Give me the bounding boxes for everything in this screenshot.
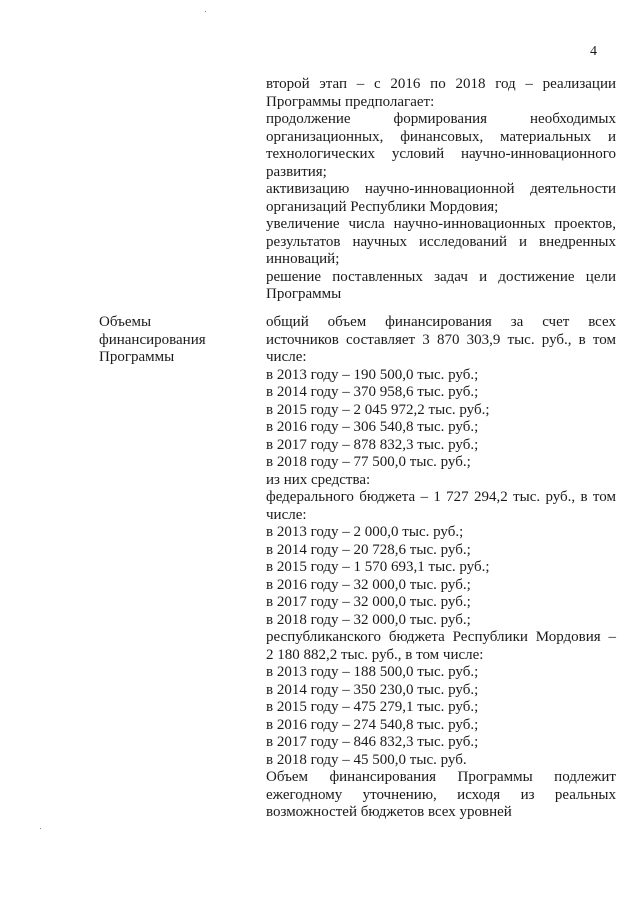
- text-line: результатов научных исследований и внедренных: [266, 233, 616, 250]
- text-line: в 2014 году – 350 230,0 тыс. руб.;: [266, 681, 479, 698]
- text-line: организаций Республики Мордовия;: [266, 198, 499, 215]
- text-line: числе:: [266, 506, 307, 523]
- text-line: инноваций;: [266, 251, 340, 267]
- text-line: решение поставленных задач и достижение цели: [266, 268, 616, 285]
- text-line: технологических условий научно-инновационного: [266, 146, 616, 162]
- text-line: в 2015 году – 2 045 972,2 тыс. руб.;: [266, 401, 490, 418]
- text-line: в 2016 году – 274 540,8 тыс. руб.;: [266, 716, 479, 733]
- text-line: в 2018 году – 32 000,0 тыс. руб.;: [266, 611, 471, 628]
- text-line: в 2013 году – 2 000,0 тыс. руб.;: [266, 524, 464, 540]
- text-line: в 2017 году – 846 832,3 тыс. руб.;: [266, 734, 479, 750]
- text-line: организационных, финансовых, материальных и: [266, 128, 616, 145]
- text-line: в 2016 году – 32 000,0 тыс. руб.;: [266, 576, 471, 593]
- label-line: финансирования: [99, 331, 206, 348]
- stage-two-description: [266, 76, 616, 304]
- text-line: Программы: [266, 286, 342, 302]
- text-line: в 2013 году – 190 500,0 тыс. руб.;: [266, 366, 479, 383]
- text-line: в 2014 году – 370 958,6 тыс. руб.;: [266, 384, 479, 400]
- financing-label: [99, 314, 249, 367]
- text-line: в 2014 году – 20 728,6 тыс. руб.;: [266, 541, 471, 558]
- text-line: республиканского бюджета Республики Мордовия –: [266, 629, 616, 645]
- text-line: федерального бюджета – 1 727 294,2 тыс. руб., в том: [266, 489, 616, 505]
- text-line: возможностей бюджетов всех уровней: [266, 804, 512, 820]
- text-line: общий объем финансирования за счет всех: [266, 314, 616, 330]
- text-line: в 2018 году – 45 500,0 тыс. руб.: [266, 751, 467, 768]
- text-line: в 2016 году – 306 540,8 тыс. руб.;: [266, 419, 479, 435]
- scan-speck: [205, 11, 206, 12]
- text-line: в 2015 году – 475 279,1 тыс. руб.;: [266, 699, 479, 715]
- text-line: развития;: [266, 163, 327, 180]
- text-line: в 2018 году – 77 500,0 тыс. руб.;: [266, 454, 471, 470]
- text-line: Объем финансирования Программы подлежит: [266, 769, 616, 785]
- text-line: продолжение формирования необходимых: [266, 111, 616, 127]
- text-line: ежегодному уточнению, исходя из реальных: [266, 786, 616, 803]
- scan-speck: [40, 828, 41, 829]
- text-line: в 2015 году – 1 570 693,1 тыс. руб.;: [266, 559, 490, 575]
- text-line: в 2013 году – 188 500,0 тыс. руб.;: [266, 664, 479, 680]
- text-line: в 2017 году – 32 000,0 тыс. руб.;: [266, 594, 471, 610]
- label-line: Программы: [99, 349, 175, 365]
- financing-details: [266, 314, 616, 822]
- text-line: источников составляет 3 870 303,9 тыс. руб., в том: [266, 331, 616, 348]
- text-line: второй этап – с 2016 по 2018 год – реализации: [266, 76, 616, 92]
- text-line: числе:: [266, 349, 307, 365]
- text-line: в 2017 году – 878 832,3 тыс. руб.;: [266, 436, 479, 453]
- page-number: 4: [590, 44, 597, 59]
- text-line: Программы предполагает:: [266, 93, 435, 110]
- text-line: увеличение числа научно-инновационных проектов,: [266, 216, 616, 232]
- text-line: из них средства:: [266, 471, 371, 488]
- text-line: активизацию научно-инновационной деятельности: [266, 181, 616, 197]
- text-line: 2 180 882,2 тыс. руб., в том числе:: [266, 646, 484, 663]
- label-line: Объемы: [99, 314, 152, 330]
